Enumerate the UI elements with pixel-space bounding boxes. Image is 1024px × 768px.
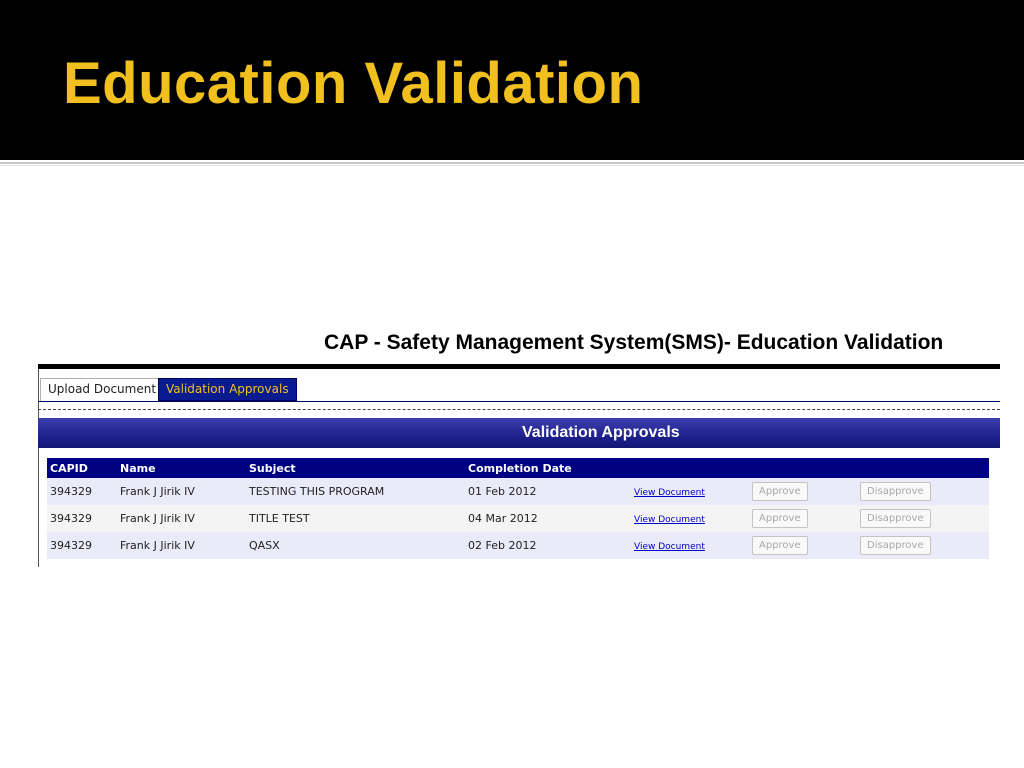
approve-button[interactable]: Approve xyxy=(752,509,808,528)
tab-underline xyxy=(38,401,1000,402)
approve-button[interactable]: Approve xyxy=(752,536,808,555)
cell-capid: 394329 xyxy=(47,532,117,559)
cell-disapprove xyxy=(857,478,989,505)
app-title: CAP - Safety Management System(SMS)- Education Validation xyxy=(324,331,944,354)
column-header-name: Name xyxy=(117,458,246,478)
table-row xyxy=(47,505,989,532)
title-rule xyxy=(38,364,1000,369)
disapprove-button[interactable]: Disapprove xyxy=(860,509,931,528)
view-document-link[interactable]: View Document xyxy=(634,542,705,552)
cell-disapprove xyxy=(857,505,989,532)
header-divider xyxy=(0,162,1024,164)
cell-view-document xyxy=(631,505,749,532)
table-row xyxy=(47,532,989,559)
column-header-subject: Subject xyxy=(246,458,465,478)
cell-view-document xyxy=(631,478,749,505)
table-header-row xyxy=(47,458,989,478)
column-header-completion-date: Completion Date xyxy=(465,458,631,478)
cell-approve xyxy=(749,505,857,532)
cell-view-document xyxy=(631,532,749,559)
dotted-divider xyxy=(38,409,1000,410)
content-left-border xyxy=(38,369,39,567)
cell-approve xyxy=(749,532,857,559)
slide-title: Education Validation xyxy=(63,51,644,116)
cell-approve xyxy=(749,478,857,505)
cell-subject: TESTING THIS PROGRAM xyxy=(246,478,465,505)
tab-validation-approvals[interactable]: Validation Approvals xyxy=(158,378,297,401)
table-row xyxy=(47,478,989,505)
tab-upload-document[interactable]: Upload Document xyxy=(40,378,164,401)
cell-name: Frank J Jirik IV xyxy=(117,505,246,532)
cell-subject: QASX xyxy=(246,532,465,559)
cell-completion-date: 01 Feb 2012 xyxy=(465,478,631,505)
validation-table xyxy=(47,458,989,559)
cell-capid: 394329 xyxy=(47,505,117,532)
cell-name: Frank J Jirik IV xyxy=(117,478,246,505)
cell-subject: TITLE TEST xyxy=(246,505,465,532)
column-header-capid: CAPID xyxy=(47,458,117,478)
cell-completion-date: 02 Feb 2012 xyxy=(465,532,631,559)
column-header-disapprove xyxy=(857,458,989,478)
view-document-link[interactable]: View Document xyxy=(634,488,705,498)
disapprove-button[interactable]: Disapprove xyxy=(860,482,931,501)
section-title: Validation Approvals xyxy=(522,424,680,441)
cell-completion-date: 04 Mar 2012 xyxy=(465,505,631,532)
cell-name: Frank J Jirik IV xyxy=(117,532,246,559)
view-document-link[interactable]: View Document xyxy=(634,515,705,525)
cell-disapprove xyxy=(857,532,989,559)
column-header-document xyxy=(631,458,749,478)
disapprove-button[interactable]: Disapprove xyxy=(860,536,931,555)
section-bar xyxy=(38,418,1000,448)
approve-button[interactable]: Approve xyxy=(752,482,808,501)
column-header-approve xyxy=(749,458,857,478)
cell-capid: 394329 xyxy=(47,478,117,505)
header-divider-secondary xyxy=(0,165,1024,166)
